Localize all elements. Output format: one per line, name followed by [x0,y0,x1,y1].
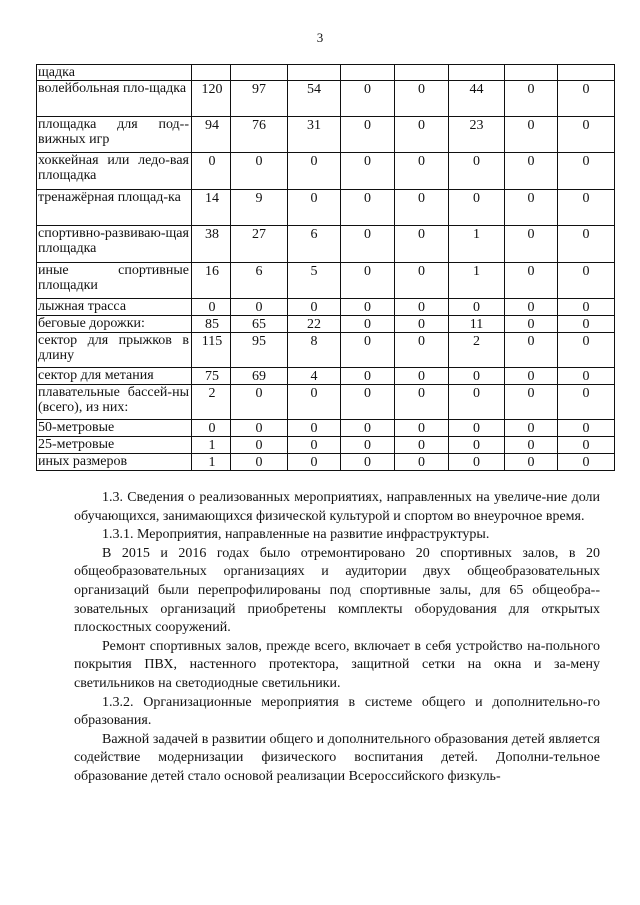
value-cell [395,65,449,81]
value-cell: 0 [192,299,231,316]
value-cell: 0 [505,299,558,316]
paragraph: 1.3.1. Мероприятия, направленные на развитие инфраструктуры. [102,527,490,543]
value-cell: 0 [341,420,395,437]
value-cell: 1 [449,226,505,263]
value-cell: 69 [231,368,288,385]
value-cell: 1 [192,454,231,471]
value-cell: 54 [288,81,341,117]
value-cell: 0 [341,333,395,368]
value-cell [341,65,395,81]
value-cell: 0 [558,153,615,190]
value-cell: 0 [288,420,341,437]
value-cell: 0 [395,333,449,368]
value-cell: 0 [395,81,449,117]
value-cell: 6 [231,263,288,299]
facility-name-cell: спортивно-развиваю-щая площадка [37,226,192,263]
value-cell: 0 [395,454,449,471]
value-cell [558,65,615,81]
value-cell: 0 [341,299,395,316]
value-cell [231,65,288,81]
value-cell: 0 [449,385,505,420]
value-cell: 0 [558,333,615,368]
value-cell: 1 [192,437,231,454]
value-cell: 6 [288,226,341,263]
value-cell: 0 [505,316,558,333]
value-cell: 0 [395,385,449,420]
value-cell: 0 [505,263,558,299]
value-cell: 0 [395,153,449,190]
value-cell: 0 [505,81,558,117]
value-cell: 0 [231,454,288,471]
facility-name-cell: 25-метровые [37,437,192,454]
value-cell: 115 [192,333,231,368]
value-cell: 0 [341,190,395,226]
facility-name-cell: площадка для под-вижных игр [37,117,192,153]
value-cell: 0 [449,420,505,437]
value-cell: 5 [288,263,341,299]
value-cell: 0 [558,299,615,316]
facility-name-cell: тренажёрная площад-ка [37,190,192,226]
value-cell: 16 [192,263,231,299]
value-cell: 38 [192,226,231,263]
value-cell: 2 [449,333,505,368]
facility-name-cell: щадка [37,65,192,81]
value-cell: 0 [449,153,505,190]
value-cell: 0 [288,385,341,420]
sports-facilities-table [36,64,615,471]
value-cell: 14 [192,190,231,226]
value-cell: 0 [449,368,505,385]
value-cell: 4 [288,368,341,385]
value-cell: 0 [341,226,395,263]
value-cell [192,65,231,81]
table-row [37,263,615,299]
table-row [37,117,615,153]
table-row [37,368,615,385]
value-cell: 0 [341,117,395,153]
value-cell: 0 [558,385,615,420]
value-cell: 0 [341,316,395,333]
paragraph: 1.3. Сведения о реализованных мероприятиях, направленных на увеличе-ние доли обучающихся, занимающихся физической культурой и спортом во внеурочное время. [74,490,600,524]
value-cell: 0 [288,437,341,454]
table-row [37,299,615,316]
paragraph: 1.3.2. Организационные мероприятия в системе общего и дополнительно-го образования. [74,694,600,729]
value-cell: 0 [558,263,615,299]
value-cell: 0 [395,263,449,299]
value-cell: 0 [395,299,449,316]
value-cell: 0 [231,153,288,190]
value-cell: 1 [449,263,505,299]
value-cell: 9 [231,190,288,226]
value-cell: 0 [288,153,341,190]
value-cell: 0 [395,437,449,454]
facility-name-cell: иных размеров [37,454,192,471]
value-cell: 2 [192,385,231,420]
facility-name-cell: 50-метровые [37,420,192,437]
value-cell: 0 [558,420,615,437]
value-cell: 0 [341,385,395,420]
value-cell: 31 [288,117,341,153]
value-cell: 0 [231,437,288,454]
value-cell: 0 [505,226,558,263]
value-cell: 0 [288,299,341,316]
value-cell: 0 [558,437,615,454]
value-cell: 0 [558,190,615,226]
value-cell: 0 [558,81,615,117]
facility-name-cell: сектор для прыжков в длину [37,333,192,368]
value-cell: 0 [231,299,288,316]
value-cell: 0 [395,316,449,333]
value-cell: 0 [395,190,449,226]
value-cell: 0 [395,368,449,385]
table-row [37,226,615,263]
value-cell: 97 [231,81,288,117]
table-row [37,190,615,226]
value-cell: 0 [505,385,558,420]
value-cell [449,65,505,81]
table-row [37,333,615,368]
table-row [37,153,615,190]
value-cell [288,65,341,81]
page-number: 3 [316,30,324,45]
value-cell: 0 [449,299,505,316]
facility-name-cell: иные спортивные площадки [37,263,192,299]
value-cell: 0 [505,190,558,226]
value-cell: 0 [341,153,395,190]
facility-name-cell: лыжная трасса [37,299,192,316]
value-cell: 0 [505,117,558,153]
value-cell: 85 [192,316,231,333]
value-cell: 0 [505,333,558,368]
value-cell: 0 [288,190,341,226]
value-cell: 0 [192,153,231,190]
facility-name-cell: сектор для метания [37,368,192,385]
value-cell: 75 [192,368,231,385]
value-cell: 120 [192,81,231,117]
value-cell: 76 [231,117,288,153]
value-cell: 0 [395,420,449,437]
facility-name-cell: волейбольная пло-щадка [37,81,192,117]
paragraph: В 2015 и 2016 годах было отремонтировано 20 спортивных залов, в 20 общеобразовательных организациях и аудитории двух общеобразовательных организаций были перепрофилированы под спортивные залы, для 65 общеобра-зовательных организаций приобретены комплекты оборудования для открытых плоскостных сооружений. [74,545,600,636]
facility-name-cell: беговые дорожки: [37,316,192,333]
value-cell: 23 [449,117,505,153]
value-cell: 0 [341,437,395,454]
value-cell: 0 [558,316,615,333]
paragraph: Ремонт спортивных залов, прежде всего, включает в себя устройство на-польного покрытия ПВХ, настенного протектора, защитной сетки на окна и за-мену светильников на светодиодные светильники. [74,638,600,691]
value-cell: 0 [505,368,558,385]
table-row [37,420,615,437]
value-cell: 0 [341,454,395,471]
value-cell: 0 [505,420,558,437]
table-row [37,385,615,420]
value-cell: 22 [288,316,341,333]
value-cell: 0 [341,81,395,117]
facility-name-cell: хоккейная или ледо-вая площадка [37,153,192,190]
value-cell: 94 [192,117,231,153]
value-cell [505,65,558,81]
value-cell: 44 [449,81,505,117]
value-cell: 0 [192,420,231,437]
value-cell: 0 [505,454,558,471]
value-cell: 0 [449,454,505,471]
table-row [37,437,615,454]
value-cell: 0 [505,153,558,190]
table-row [37,316,615,333]
value-cell: 11 [449,316,505,333]
value-cell: 0 [231,385,288,420]
value-cell: 65 [231,316,288,333]
value-cell: 0 [505,437,558,454]
value-cell: 0 [558,368,615,385]
value-cell: 0 [558,117,615,153]
table-row [37,454,615,471]
value-cell: 0 [558,226,615,263]
value-cell: 0 [449,437,505,454]
value-cell: 0 [558,454,615,471]
value-cell: 0 [288,454,341,471]
value-cell: 0 [449,190,505,226]
value-cell: 0 [341,368,395,385]
value-cell: 27 [231,226,288,263]
table-row [37,81,615,117]
value-cell: 0 [395,117,449,153]
paragraph: Важной задачей в развитии общего и дополнительного образования детей является содействие модернизации физического воспитания детей. Дополни-тельное образование детей стало основой реализации Всероссийского физкуль- [74,731,600,784]
table-row [37,65,615,81]
value-cell: 0 [341,263,395,299]
report-text [74,489,600,787]
facility-name-cell: плавательные бассей-ны (всего), из них: [37,385,192,420]
value-cell: 0 [395,226,449,263]
value-cell: 8 [288,333,341,368]
value-cell: 95 [231,333,288,368]
value-cell: 0 [231,420,288,437]
